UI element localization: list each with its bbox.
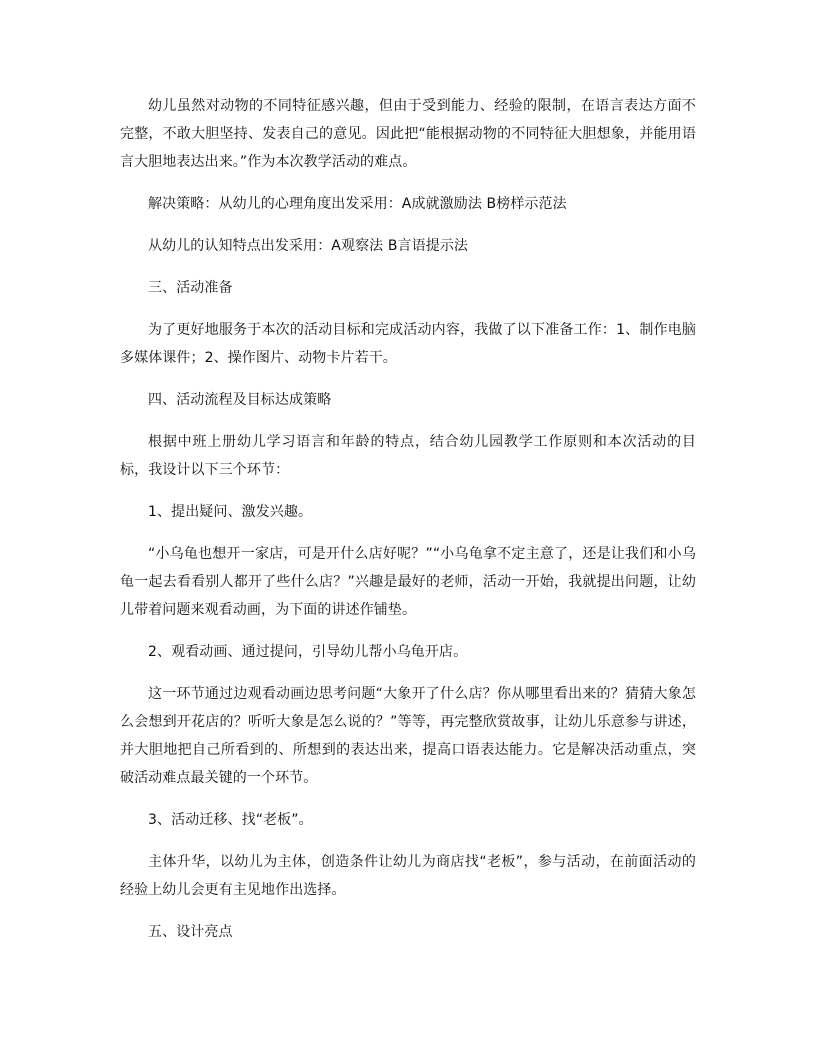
paragraph-strategy-psychology: 解决策略：从幼儿的心理角度出发采用：A成就激励法 B榜样示范法 — [148, 196, 567, 212]
paragraph-preparation: 为了更好地服务于本次的活动目标和完成活动内容，我做了以下准备工作：1、制作电脑多媒体课件；2、操作图片、动物卡片若干。 — [120, 322, 696, 366]
paragraph-step-3: 主体升华，以幼儿为主体，创造条件让幼儿为商店找“老板”，参与活动，在前面活动的经验上幼儿会更有主见地作出选择。 — [120, 854, 696, 898]
section-heading-highlights: 五、设计亮点 — [148, 924, 233, 940]
paragraph-process-intro: 根据中班上册幼儿学习语言和年龄的特点，结合幼儿园教学工作原则和本次活动的目标，我设计以下三个环节： — [120, 434, 696, 478]
step-heading-1: 1、提出疑问、激发兴趣。 — [148, 504, 313, 520]
step-heading-2: 2、观看动画、通过提问，引导幼儿帮小乌龟开店。 — [148, 644, 468, 660]
section-heading-process: 四、活动流程及目标达成策略 — [148, 392, 332, 408]
document-body — [120, 92, 696, 960]
paragraph-step-1: “小乌龟也想开一家店，可是开什么店好呢？”“小乌龟拿不定主意了，还是让我们和小乌龟一起去看看别人都开了些什么店？”兴趣是最好的老师，活动一开始，我就提出问题，让幼儿带着问题来观看动画，为下面的讲述作铺垫。 — [120, 546, 696, 618]
paragraph-strategy-cognition: 从幼儿的认知特点出发采用：A观察法 B言语提示法 — [148, 238, 469, 254]
section-heading-preparation: 三、活动准备 — [148, 280, 233, 296]
step-heading-3: 3、活动迁移、找“老板”。 — [148, 812, 313, 828]
paragraph-step-2: 这一环节通过边观看动画边思考问题“大象开了什么店？你从哪里看出来的？猜猜大象怎么会想到开花店的？听听大象是怎么说的？”等等，再完整欣赏故事，让幼儿乐意参与讲述，并大胆地把自己所看到的、所想到的表达出来，提高口语表达能力。它是解决活动重点，突破活动难点最关键的一个环节。 — [120, 686, 696, 786]
paragraph-difficulty: 幼儿虽然对动物的不同特征感兴趣，但由于受到能力、经验的限制，在语言表达方面不完整，不敢大胆坚持、发表自己的意见。因此把“能根据动物的不同特征大胆想象，并能用语言大胆地表达出来。”作为本次教学活动的难点。 — [120, 98, 696, 170]
